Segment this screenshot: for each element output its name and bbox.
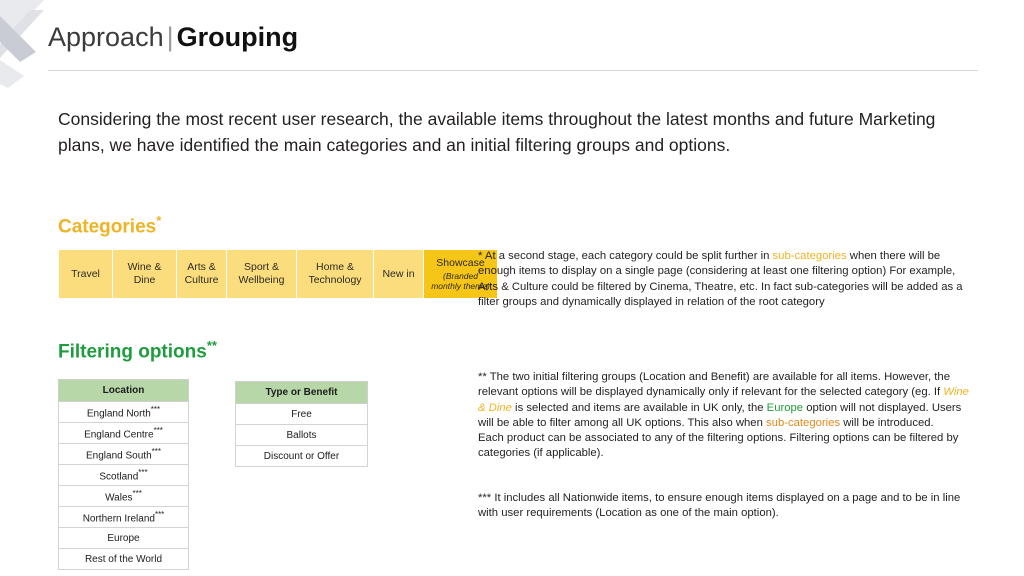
table-row: [59, 486, 189, 507]
option-label: Rest of the World: [84, 553, 163, 565]
title-topic-label: Grouping: [176, 22, 299, 52]
location-option-europe[interactable]: [59, 528, 189, 549]
category-cell-new-in[interactable]: [374, 250, 424, 299]
table-row: [59, 549, 189, 570]
footnote-marker: ***: [150, 404, 161, 414]
option-label: Ballots: [286, 429, 317, 441]
benefit-table-header: Type or Benefit: [236, 382, 368, 404]
categories-heading: [58, 213, 161, 238]
location-option-northern-ireland[interactable]: [59, 507, 189, 528]
type-or-benefit-filter-table: [235, 381, 368, 467]
footnote-marker: ***: [151, 446, 161, 456]
filtering-footnote-text-2: Each product can be associated to any of the filtering options. Filtering options can be filtered by categories (if applicable).: [478, 432, 959, 460]
filtering-heading-footnote-marker: **: [206, 338, 217, 353]
location-option-wales[interactable]: [59, 486, 189, 507]
footnote-marker: ***: [153, 425, 163, 435]
filtering-options-heading: [58, 338, 217, 363]
sub-categories-highlight: sub-categories: [766, 416, 841, 429]
location-option-england-north[interactable]: [59, 402, 189, 423]
title-separator: |: [166, 22, 174, 52]
categories-footnote: [478, 249, 973, 310]
location-filter-table: [58, 379, 189, 570]
benefit-option-ballots[interactable]: [236, 425, 368, 446]
option-label: Free: [291, 408, 312, 420]
benefit-option-discount-or-offer[interactable]: [236, 446, 368, 467]
location-footnote: [478, 491, 973, 522]
categories-heading-label: Categories: [58, 216, 157, 238]
location-option-rest-of-the-world[interactable]: [59, 549, 189, 570]
table-row: [59, 423, 189, 444]
location-option-england-south[interactable]: [59, 444, 189, 465]
footnote-text-part: ** The two initial filtering groups (Location and Benefit) are available for all items. However, the relevant options will be displayed dynamically only if relevant for the selected category (eg. If: [478, 371, 950, 399]
filtering-footnote: [478, 370, 973, 462]
header-divider: [48, 70, 978, 71]
category-cell-sport-wellbeing[interactable]: [227, 250, 297, 299]
category-label: Wine & Dine: [127, 261, 162, 286]
table-row: [59, 507, 189, 528]
intro-paragraph: Considering the most recent user research, the available items throughout the latest months and future Marketing plans, we have identified the main categories and an initial filtering groups and options.: [58, 109, 936, 155]
wine-and-dine-highlight: Wine & Dine: [478, 386, 969, 414]
option-label: Wales: [105, 492, 133, 504]
category-label: Arts & Culture: [184, 261, 219, 286]
category-label: New in: [382, 267, 415, 280]
footnote-text-part: when there will be enough items to display on a single page (considering at least one filtering option) For example, Arts & Culture could be filtered by Cinema, Theatre, etc. In fact sub-categories will be added as a filter groups and dynamically displayed in relation of the root category: [478, 250, 963, 308]
table-row: [59, 250, 498, 299]
option-label: Discount or Offer: [263, 450, 340, 462]
category-label: Sport & Wellbeing: [238, 261, 285, 286]
categories-heading-footnote-marker: *: [156, 213, 162, 228]
category-cell-home-technology[interactable]: [297, 250, 374, 299]
option-label: Scotland: [99, 471, 139, 483]
footnote-text-part: * At a second stage, each category could be split further in: [478, 250, 773, 262]
table-header-row: [59, 380, 189, 402]
location-footnote-text: *** It includes all Nationwide items, to ensure enough items displayed on a page and to be in line with user requirements (Location as one of the main option).: [478, 492, 961, 520]
sub-categories-highlight: sub-categories: [772, 250, 847, 262]
category-cell-arts-culture[interactable]: [177, 250, 227, 299]
table-row: [236, 446, 368, 467]
footnote-marker: ***: [154, 509, 165, 519]
table-row: [59, 444, 189, 465]
option-label: Europe: [107, 532, 140, 544]
category-sublabel: (Branded monthly theme): [431, 270, 490, 291]
table-row: [236, 425, 368, 446]
benefit-option-free[interactable]: [236, 404, 368, 425]
filtering-footnote-text: [478, 370, 973, 431]
category-cell-travel[interactable]: [59, 250, 113, 299]
page-title: [48, 20, 978, 54]
categories-table: [58, 249, 498, 299]
location-table-header: Location: [59, 380, 189, 402]
footnote-marker: ***: [132, 488, 142, 498]
category-label: Travel: [71, 267, 100, 280]
option-label: Northern Ireland: [82, 513, 155, 525]
categories-footnote-text: [478, 249, 973, 310]
footnote-text-part: option will not displayed. Users will be able to filter among all UK options. This also when: [478, 401, 962, 429]
option-label: England South: [86, 450, 152, 462]
table-row: [59, 465, 189, 486]
filtering-heading-label: Filtering options: [58, 341, 207, 363]
option-label: England North: [86, 408, 151, 420]
table-row: [59, 402, 189, 423]
slide-title: [48, 20, 978, 54]
europe-highlight: Europe: [766, 401, 804, 414]
footnote-marker: ***: [138, 467, 148, 477]
footnote-text-part: will be introduced.: [840, 416, 934, 429]
title-section-label: Approach: [48, 22, 164, 52]
category-cell-wine-dine[interactable]: [113, 250, 177, 299]
table-header-row: [236, 382, 368, 404]
category-label: Showcase: [436, 256, 485, 269]
category-label: Home & Technology: [308, 261, 362, 286]
location-option-scotland[interactable]: [59, 465, 189, 486]
location-option-england-centre[interactable]: [59, 423, 189, 444]
footnote-text-part: is selected and items are available in UK only, the: [511, 401, 767, 414]
table-row: [236, 404, 368, 425]
option-label: England Centre: [84, 429, 154, 441]
table-row: [59, 528, 189, 549]
